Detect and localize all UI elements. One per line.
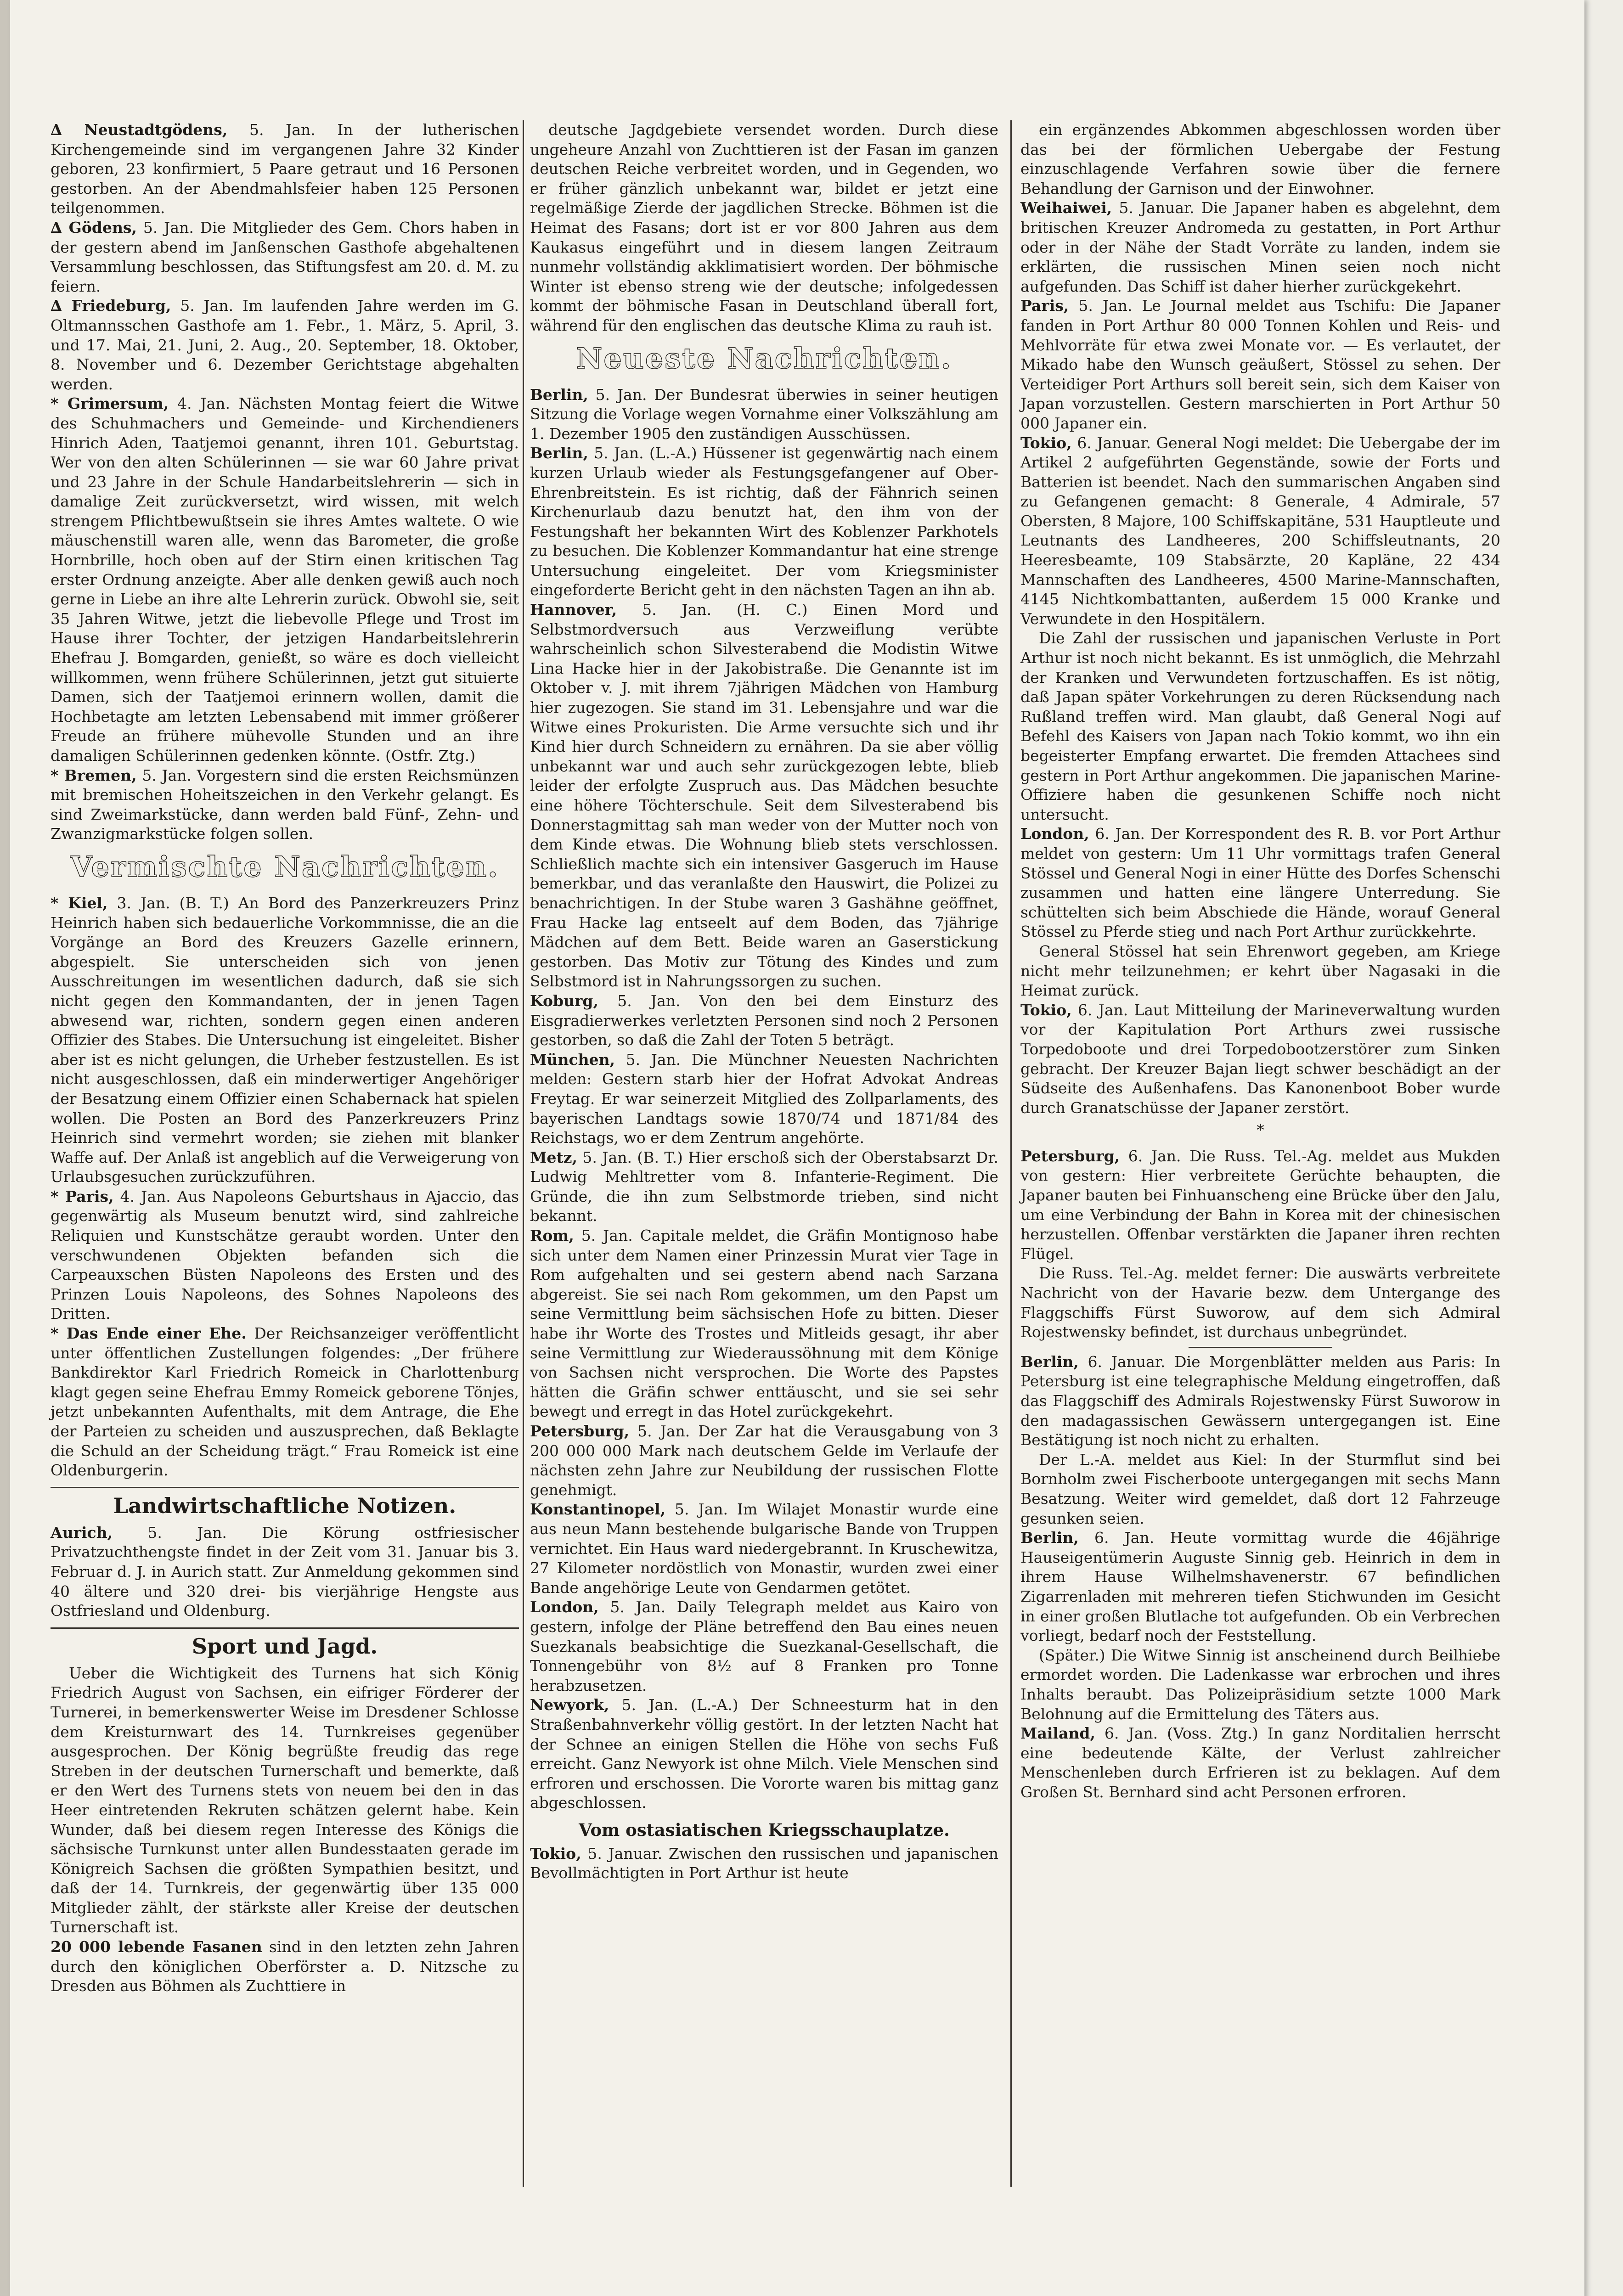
column-1: [51, 120, 519, 1996]
dateline: * Paris,: [51, 1187, 114, 1205]
news-item: [530, 1695, 998, 1813]
news-text: Ueber die Wichtigkeit des Turnens hat sich König Friedrich August von Sachsen, ein eifriger Förderer der Turnerei, in bemerkenswerter Weise im Dresdener Schlosse dem Kreisturnwart des 14. Turnkreises gegenüber ausgesprochen. Der König begrüßte freudig das rege Streben in der deutschen Turnerschaft und bemerkte, daß er den Wert des Turnens stets von neuem bei den in das Heer eintretenden Rekruten schätzen gelernt habe. Kein Wunder, daß bei diesem regen Interesse des Königs die sächsische Turnkunst unter allen Bundesstaaten gerade im Königreich Sachsen die größten Sympathien besitzt, und daß der 14. Turnkreis, der gegenwärtig über 135 000 Mitglieder zählt, der stärkste aller Kreise der deutschen Turnerschaft ist.: [51, 1664, 519, 1936]
news-item: [51, 296, 519, 394]
news-item: [530, 600, 998, 991]
dateline: 20 000 lebende Fasanen: [51, 1938, 262, 1956]
dateline: Weihaiwei,: [1020, 199, 1112, 217]
news-item: [530, 1050, 998, 1148]
news-text: 5. Januar. Die Japaner haben es abgelehnt, dem britischen Kreuzer Andromeda zu gestatten, in Port Arthur oder in der Nähe der Stadt Vorräte zu landen, indem sie erklärten, die russischen Minen seien noch nicht aufgefunden. Das Schiff ist daher hierher zurückgekehrt.: [1020, 199, 1500, 295]
news-text: Der Reichsanzeiger veröffentlicht unter öffentlichen Zustellungen folgendes: „Der frühere Bankdirektor Karl Friedrich Romeick in Charlottenburg klagt gegen seine Ehefrau Emmy Romeick geborene Tönjes, jetzt unbekannten Aufenthalts, mit dem Antrage, die Ehe der Parteien zu scheiden und auszusprechen, daß Beklagte die Schuld an der Scheidung trägt.“ Frau Romeick ist eine Oldenburgerin.: [51, 1324, 519, 1480]
news-item: [530, 1226, 998, 1422]
news-text: Die Russ. Tel.-Ag. meldet ferner: Die auswärts verbreitete Nachricht von der Havarie bezw. dem Untergange des Flaggschiffs Fürst Suworow, auf dem sich Admiral Rojestwensky befindet, ist durchaus unbegründet.: [1020, 1264, 1500, 1341]
news-item: [530, 1422, 998, 1500]
news-text: 5. Jan. Von den bei dem Einsturz des Eisgradierwerkes verletzten Personen sind noch 2 Personen gestorben, so daß die Zahl der Toten 5 beträgt.: [530, 991, 998, 1049]
news-text: ein ergänzendes Abkommen abgeschlossen worden über das bei der förmlichen Uebergabe der Festung einzuschlagende Verfahren sowie über die fernere Behandlung der Garnison und der Einwohner.: [1020, 121, 1500, 197]
news-item: [51, 1937, 519, 1996]
news-text: 5. Jan. Vorgestern sind die ersten Reichsmünzen mit bremischen Hoheitszeichen in den Verkehr gelangt. Es sind Zweimarkstücke, dann werden bald Fünf-, Zehn- und Zwanzigmarkstücke folgen sollen.: [51, 766, 519, 843]
news-text: 4. Jan. Nächsten Montag feiert die Witwe des Schuhmachers und Gemeinde- und Kirchendieners Hinrich Aden, Taatjemoi genannt, ihren 101. Geburtstag. Wer von den alten Schülerinnen — sie war 60 Jahre privat und 23 Jahre in der Schule Handarbeitslehrerin — sich in damalige Zeit zurückversetzt, wird wissen, mit welch strengem Pflichtbewußtsein sie ihres Amtes waltete. O wie mäuschenstill waren alle, wenn das Barometer, die große Hornbrille, hoch oben auf der Stirn einen kritischen Tag erster Ordnung anzeigte. Aber alle denken gewiß auch noch gerne in Liebe an ihre alte Lehrerin zurück. Obwohl sie, seit 35 Jahren Witwe, jetzt die liebevolle Pflege und Trost im Hause ihrer Tochter, der jetzigen Handarbeitslehrerin Ehefrau J. Bomgarden, genießt, so wäre es doch vielleicht willkommen, wenn frühere Schülerinnen, jetzt gut situierte Damen, sich der Taatjemoi erinnern wollen, damit die Hochbetagte am letzten Lebensabend mit immer größerer Freude an frühere mühevolle Stunden und an ihre damaligen Schülerinnen gedenken könnte. (Ostfr. Ztg.): [51, 394, 519, 765]
dateline: Mailand,: [1020, 1724, 1095, 1743]
news-item: [1020, 433, 1500, 629]
column-3: [1020, 120, 1500, 1802]
news-item: [51, 218, 519, 296]
dateline: ∆ Neustadtgödens,: [51, 121, 228, 139]
separator-star: *: [1257, 1121, 1264, 1139]
news-item: [1020, 1528, 1500, 1646]
dateline: Hannover,: [530, 601, 617, 619]
news-item: [51, 1664, 519, 1937]
news-text: 5. Jan. Die Mitglieder des Gem. Chors haben in der gestern abend im Janßenschen Gasthofe abgehaltenen Versammlung beschlossen, das Stiftungsfest am 20. d. M. zu feiern.: [51, 218, 519, 295]
dateline: Tokio,: [1020, 433, 1072, 452]
news-item: [1020, 1352, 1500, 1450]
news-item: [1020, 296, 1500, 433]
news-text: 5. Jan. Die Körung ostfriesischer Privatzuchthengste findet in der Zeit vom 31. Januar bis 3. Februar d. J. in Aurich statt. Zur Anmeldung gekommen sind 40 ältere und 320 drei- bis vierjährige Hengste aus Ostfriesland und Oldenburg.: [51, 1523, 519, 1620]
dateline: London,: [1020, 825, 1089, 843]
dateline: * Grimersum,: [51, 394, 169, 413]
news-item: [51, 120, 519, 218]
news-text: sind in den letzten zehn Jahren durch den königlichen Oberförster a. D. Nitzsche zu Dresden aus Böhmen als Zuchttiere in: [51, 1938, 519, 1995]
news-text: 5. Jan. Im laufenden Jahre werden im G. Oltmannsschen Gasthofe am 1. Febr., 1. März, 5. April, 3. und 17. Mai, 21. Juni, 2. Aug., 20. September, 18. Oktober, 8. November und 6. Dezember Gerichtstage abgehalten werden.: [51, 297, 519, 393]
previous-page-edge: [0, 0, 10, 2296]
news-item: [530, 1500, 998, 1598]
dateline: München,: [530, 1050, 615, 1069]
news-text: 6. Jan. Der Korrespondent des R. B. vor Port Arthur meldet von gestern: Um 11 Uhr vormittags trafen General Stössel und General Nogi in einer Hütte des Dorfes Schenschi zusammen und hatten eine längere Unterredung. Sie schüttelten sich beim Abschiede die Hände, worauf General Stössel zu Pferde stieg und nach Port Arthur zurückkehrte.: [1020, 825, 1500, 941]
news-text: 6. Januar. Die Morgenblätter melden aus Paris: In Petersburg ist eine telegraphische Meldung eingetroffen, daß das Flaggschiff des Admirals Rojestwensky Fürst Suworow in den madagassischen Gewässern untergegangen ist. Eine Bestätigung ist noch nicht zu erhalten.: [1020, 1352, 1500, 1449]
news-text: 5. Jan. Der Zar hat die Verausgabung von 3 200 000 000 Mark nach deutschem Gelde im Verlaufe der nächsten zehn Jahre zur Neubildung der russischen Flotte genehmigt.: [530, 1422, 998, 1499]
news-item: [1020, 629, 1500, 824]
news-item: [1020, 1001, 1500, 1118]
news-item: [51, 1187, 519, 1324]
dateline: ∆ Friedeburg,: [51, 297, 171, 315]
news-text: 5. Jan. Daily Telegraph meldet aus Kairo von gestern, infolge der Pläne betreffend den Bau eines neuen Suezkanals beabsichtige die Suezkanal-Gesellschaft, die Tonnengebühr von 8½ auf 8 Franken pro Tonne herabzusetzen.: [530, 1598, 998, 1694]
dateline: Metz,: [530, 1148, 577, 1166]
news-text: 5. Jan. In der lutherischen Kirchengemeinde sind im vergangenen Jahre 32 Kinder geboren, 23 konfirmiert, 5 Paare getraut und 16 Personen gestorben. An der Abendmahlsfeier haben 125 Personen teilgenommen.: [51, 121, 519, 217]
dateline: Berlin,: [530, 385, 588, 404]
news-text: deutsche Jagdgebiete versendet worden. Durch diese ungeheure Anzahl von Zuchttieren ist der Fasan im ganzen deutschen Reiche verbreitet worden, und in Gegenden, wo er früher gänzlich unbekannt war, bildet er jetzt eine regelmäßige Zierde der jagdlichen Strecke. Böhmen ist die Heimat des Fasans; dort ist er vor 800 Jahren aus dem Kaukasus eingeführt und in diesem langen Zeitraum nunmehr vollständig akklimatisiert worden. Der böhmische Winter ist ebenso streng wie der deutsche; infolgedessen kommt der böhmische Fasan in Deutschland überall fort, während für den englischen das deutsche Klima zu rauh ist.: [530, 121, 998, 334]
news-text: 5. Jan. Im Wilajet Monastir wurde eine aus neun Mann bestehende bulgarische Bande von Truppen vernichtet. Ein Haus ward niedergebrannt. In Kruschewitza, 27 Kilometer nordöstlich von Monastir, wurden zwei einer Bande angehörige Leute von Gendarmen getötet.: [530, 1500, 998, 1597]
section-heading: Sport und Jagd.: [51, 1627, 519, 1660]
news-text: 4. Jan. Aus Napoleons Geburtshaus in Ajaccio, das gegenwärtig als Museum benutzt wird, sind zahlreiche Reliquien und Kunstschätze geraubt worden. Unter den verschwundenen Objekten befanden sich die Carpeauxschen Büsten Napoleons des Ersten und des Prinzen Louis Napoleons, des Sohnes Napoleons des Dritten.: [51, 1187, 519, 1323]
news-text: Der L.-A. meldet aus Kiel: In der Sturmflut sind bei Bornholm zwei Fischerboote untergegangen mit sechs Mann Besatzung. Weiter wird gemeldet, daß dort 12 Fahrzeuge gesunken seien.: [1020, 1450, 1500, 1527]
news-item: [51, 1324, 519, 1480]
news-text: 5. Jan. (L.-A.) Der Schneesturm hat in den Straßenbahnverkehr völlig gestört. In der letzten Nacht hat der Schnee an einigen Stellen die Höhe von sechs Fuß erreicht. Ganz Newyork ist ohne Milch. Viele Menschen sind erfroren und erschossen. Die Vororte waren bis mittag ganz abgeschlossen.: [530, 1696, 998, 1812]
news-text: 5. Jan. (B. T.) Hier erschoß sich der Oberstabsarzt Dr. Ludwig Mehltretter vom 8. Infanterie-Regiment. Die Gründe, die ihn zum Selbstmorde trieben, sind nicht bekannt.: [530, 1148, 998, 1225]
news-item: [530, 1598, 998, 1695]
dateline: Berlin,: [530, 444, 588, 462]
news-item: [1020, 1264, 1500, 1342]
newspaper-page: [10, 0, 1584, 2296]
news-text: 6. Jan. Die Russ. Tel.-Ag. meldet aus Mukden von gestern: Hier verbreitete Gerüchte behaupten, die Japaner bauten bei Finhuanscheng eine Brücke über den Jalu, um eine Verbindung der Bahn in Korea mit der chinesischen herzustellen. Offenbar verstärkten die Japaner ihren rechten Flügel.: [1020, 1147, 1500, 1263]
dateline: London,: [530, 1598, 599, 1616]
news-item: [1020, 120, 1500, 198]
separator-rule: [1189, 1347, 1333, 1348]
news-item: [51, 766, 519, 844]
news-text: General Stössel hat sein Ehrenwort gegeben, am Kriege nicht mehr teilzunehmen; er kehrt über Nagasaki in die Heimat zurück.: [1020, 942, 1500, 1000]
dateline: ∆ Gödens,: [51, 218, 137, 236]
news-text: 6. Jan. Laut Mitteilung der Marineverwaltung wurden vor der Kapitulation Port Arthurs zwei russische Torpedoboote und drei Torpedobootzerstörer zum Sinken gebracht. Der Kreuzer Bajan liegt schwer beschädigt an der Südseite des Außenhafens. Das Kanonenboot Bober wurde durch Granatschüsse der Japaner zerstört.: [1020, 1001, 1501, 1117]
section-heading: Neueste Nachrichten.: [576, 341, 952, 375]
dateline: Petersburg,: [1020, 1147, 1120, 1165]
section-heading: Landwirtschaftliche Notizen.: [51, 1487, 519, 1519]
news-item: [1020, 1450, 1500, 1528]
section-heading: Vermischte Nachrichten.: [70, 850, 499, 884]
dateline: * Bremen,: [51, 766, 137, 784]
news-item: [530, 444, 998, 600]
news-text: 3. Jan. (B. T.) An Bord des Panzerkreuzers Prinz Heinrich haben sich bedauerliche Vorkommnisse, die an die Vorgänge an Bord des Kreuzers Gazelle erinnern, abgespielt. Sie unterscheiden sich von jenen Ausschreitungen im wesentlichen dadurch, daß sie sich nicht gegen den Kommandanten, der in jenen Tagen abwesend war, richten, sondern gegen einen anderen Offizier des Stabes. Die Untersuchung ist eingeleitet. Bisher aber ist es nicht gelungen, die Urheber festzustellen. Es ist nicht ausgeschlossen, daß ein minderwertiger Angehöriger der Besatzung einem Offizier einen Schabernack hat spielen wollen. Die Posten an Bord des Panzerkreuzers Prinz Heinrich sind vermehrt worden; sie ziehen mit blanker Waffe auf. Der Anlaß ist angeblich auf die Verweigerung von Urlaubsgesuchen zurückzuführen.: [51, 894, 519, 1186]
news-item: [1020, 198, 1500, 296]
news-item: [1020, 1724, 1500, 1802]
news-item: [1020, 942, 1500, 1001]
news-item: [51, 1523, 519, 1621]
dateline: Konstantinopel,: [530, 1500, 666, 1519]
news-text: 5. Jan. Die Münchner Neuesten Nachrichten melden: Gestern starb hier der Hofrat Advokat Andreas Freytag. Er war seinerzeit Mitglied des Zollparlaments, des bayerischen Landtags sowie 1870/74 und 1871/84 des Reichstags, wo er dem Zentrum angehörte.: [530, 1050, 998, 1147]
dateline: Berlin,: [1020, 1352, 1079, 1371]
news-item: [1020, 824, 1500, 942]
news-item: [51, 394, 519, 765]
dateline: Koburg,: [530, 991, 598, 1010]
news-text: 6. Jan. Heute vormittag wurde die 46jährige Hauseigentümerin Auguste Sinnig geb. Heinrich in dem in ihrem Hause Wilhelmshavenerstr. 67 befindlichen Zigarrenladen mit mehreren tiefen Stichwunden im Gesicht in einer großen Blutlache tot aufgefunden. Ob ein Verbrechen vorliegt, bedarf noch der Feststellung.: [1020, 1529, 1500, 1645]
column-2: [530, 120, 998, 1883]
news-text: 5. Jan. Der Bundesrat überwies in seiner heutigen Sitzung die Vorlage wegen Vornahme einer Volkszählung am 1. Dezember 1905 den zuständigen Ausschüssen.: [530, 385, 998, 443]
dateline: Berlin,: [1020, 1529, 1079, 1547]
news-text: 5. Januar. Zwischen den russischen und japanischen Bevollmächtigten in Port Arthur ist heute: [530, 1844, 998, 1882]
dateline: Petersburg,: [530, 1422, 630, 1440]
news-item: [1020, 1646, 1500, 1724]
news-text: 5. Jan. Capitale meldet, die Gräfin Montignoso habe sich unter dem Namen einer Prinzessin Murat vier Tage in Rom aufgehalten und sei gestern abend nach Sarzana abgereist. Sie sei nach Rom gekommen, um den Papst um seine Vermittlung beim sächsischen Hofe zu bitten. Dieser habe ihr Worte des Trostes und Mitleids gesagt, ihr aber seine Vermittlung zur Wiederaussöhnung mit dem Könige von Sachsen nicht versprochen. Die Worte des Papstes hätten die Gräfin schwer enttäuscht, und sie sei sehr bewegt und erregt in das Hotel zurückgekehrt.: [530, 1227, 998, 1421]
dateline: Tokio,: [530, 1844, 581, 1863]
news-text: 6. Januar. General Nogi meldet: Die Uebergabe der im Artikel 2 aufgeführten Gegenstände, sowie der Forts und Batterien ist beendet. Nach den summarischen Angaben sind zu Gefangenen gemacht: 8 Generale, 4 Admirale, 57 Obersten, 8 Majore, 100 Schiffskapitäne, 531 Hauptleute und Leutnants des Landheeres, 200 Schiffsleutnants, 20 Heeresbeamte, 109 Stabsärzte, 20 Kapläne, 22 434 Mannschaften des Landheeres, 4500 Marine-Mannschaften, 4145 Nichtkombattanten, außerdem 15 000 Kranke und Verwundete in den Hospitälern.: [1020, 433, 1500, 628]
dateline: * Das Ende einer Ehe.: [51, 1324, 247, 1343]
news-item: [530, 1844, 998, 1883]
news-text: Die Zahl der russischen und japanischen Verluste in Port Arthur ist noch nicht bekannt. Es ist unmöglich, die Mehrzahl der Kranken und Verwundeten fortzuschaffen. Es ist nötig, daß Japan später Vorkehrungen zu deren Rücksendung nach Rußland treffen wird. Man glaubt, daß General Nogi auf Befehl des Kaisers von Japan nach Tokio kommt, wo ihn ein begeisterter Empfang erwartet. Die fremden Attachees sind gestern in Port Arthur angekommen. Die japanischen Marine-Offiziere haben die gesunkenen Schiffe noch nicht untersucht.: [1020, 629, 1500, 823]
dateline: Aurich,: [51, 1523, 113, 1542]
column-rule: [523, 120, 524, 2187]
dateline: Paris,: [1020, 297, 1069, 315]
news-text: 6. Jan. (Voss. Ztg.) In ganz Norditalien herrscht eine bedeutende Kälte, der Verlust zahlreicher Menschenleben durch Erfrieren ist zu beklagen. Auf dem Großen St. Bernhard sind acht Personen erfroren.: [1020, 1724, 1500, 1801]
news-text: 5. Jan. (L.-A.) Hüssener ist gegenwärtig nach einem kurzen Urlaub wieder als Festungsgefangener auf Ober-Ehrenbreitstein. Es ist richtig, daß der Fähnrich seinen Kirchenurlaub dazu benutzt hat, den ihm von der Festungshaft her bekannten Wirt des Koblenzer Parkhotels zu besuchen. Die Koblenzer Kommandantur hat eine strenge Untersuchung eingeleitet. Der vom Kriegsminister eingeforderte Bericht geht in den nächsten Tagen an ihn ab.: [530, 444, 998, 599]
dateline: Rom,: [530, 1227, 574, 1245]
dateline: Tokio,: [1020, 1001, 1072, 1019]
news-item: [530, 1148, 998, 1226]
news-item: [530, 991, 998, 1050]
news-item: [530, 120, 998, 336]
news-item: [530, 385, 998, 444]
subsection-heading: Vom ostasiatischen Kriegsschauplatze.: [579, 1819, 950, 1840]
dateline: Newyork,: [530, 1696, 609, 1714]
news-item: [1020, 1147, 1500, 1264]
dateline: * Kiel,: [51, 894, 108, 912]
news-text: 5. Jan. Le Journal meldet aus Tschifu: Die Japaner fanden in Port Arthur 80 000 Tonnen Kohlen und Reis- und Mehlvorräte für etwa zwei Monate vor. — Es verlautet, der Mikado habe den Wunsch geäußert, Stössel zu sehen. Der Verteidiger Port Arthurs soll bereit sein, sich dem Kaiser von Japan vorzustellen. Gestern marschierten in Port Arthur 50 000 Japaner ein.: [1020, 297, 1500, 432]
news-item: [51, 894, 519, 1187]
news-text: (Später.) Die Witwe Sinnig ist anscheinend durch Beilhiebe ermordet worden. Die Ladenkasse war erbrochen und ihres Inhalts beraubt. Das Polizeipräsidium setzte 1000 Mark Belohnung auf die Ermittelung des Täters aus.: [1020, 1646, 1500, 1723]
column-rule: [1010, 120, 1012, 2187]
news-text: 5. Jan. (H. C.) Einen Mord und Selbstmordversuch aus Verzweiflung verübte wahrscheinlich schon Silvesterabend die Modistin Witwe Lina Hacke hier in der Jakobistraße. Die Genannte ist im Oktober v. J. mit ihrem 7jährigen Mädchen von Hamburg hier zugezogen. Sie stand im 31. Lebensjahre und war die Witwe eines Prokuristen. Die Arme versuchte sich und ihr Kind hier durch Schneidern zu ernähren. Da sie aber völlig unbekannt war und auch sehr zurückgezogen lebte, blieb leider der erfolgte Zuspruch aus. Das Mädchen besuchte eine höhere Töchterschule. Seit dem Silvesterabend bis Donnerstagmittag sah man weder von der Mutter noch von dem Kinde etwas. Die Wohnung blieb stets verschlossen. Schließlich machte sich ein intensiver Gasgeruch im Hause bemerkbar, und das veranlaßte den Hauswirt, die Polizei zu benachrichtigen. In der Stube waren 3 Gashähne geöffnet, Frau Hacke lag entseelt auf dem Boden, das 7jährige Mädchen auf dem Bett. Beide waren an Gaserstickung gestorben. Das Motiv zur Tötung des Kindes und zum Selbstmord ist in Nahrungssorgen zu suchen.: [530, 601, 998, 990]
